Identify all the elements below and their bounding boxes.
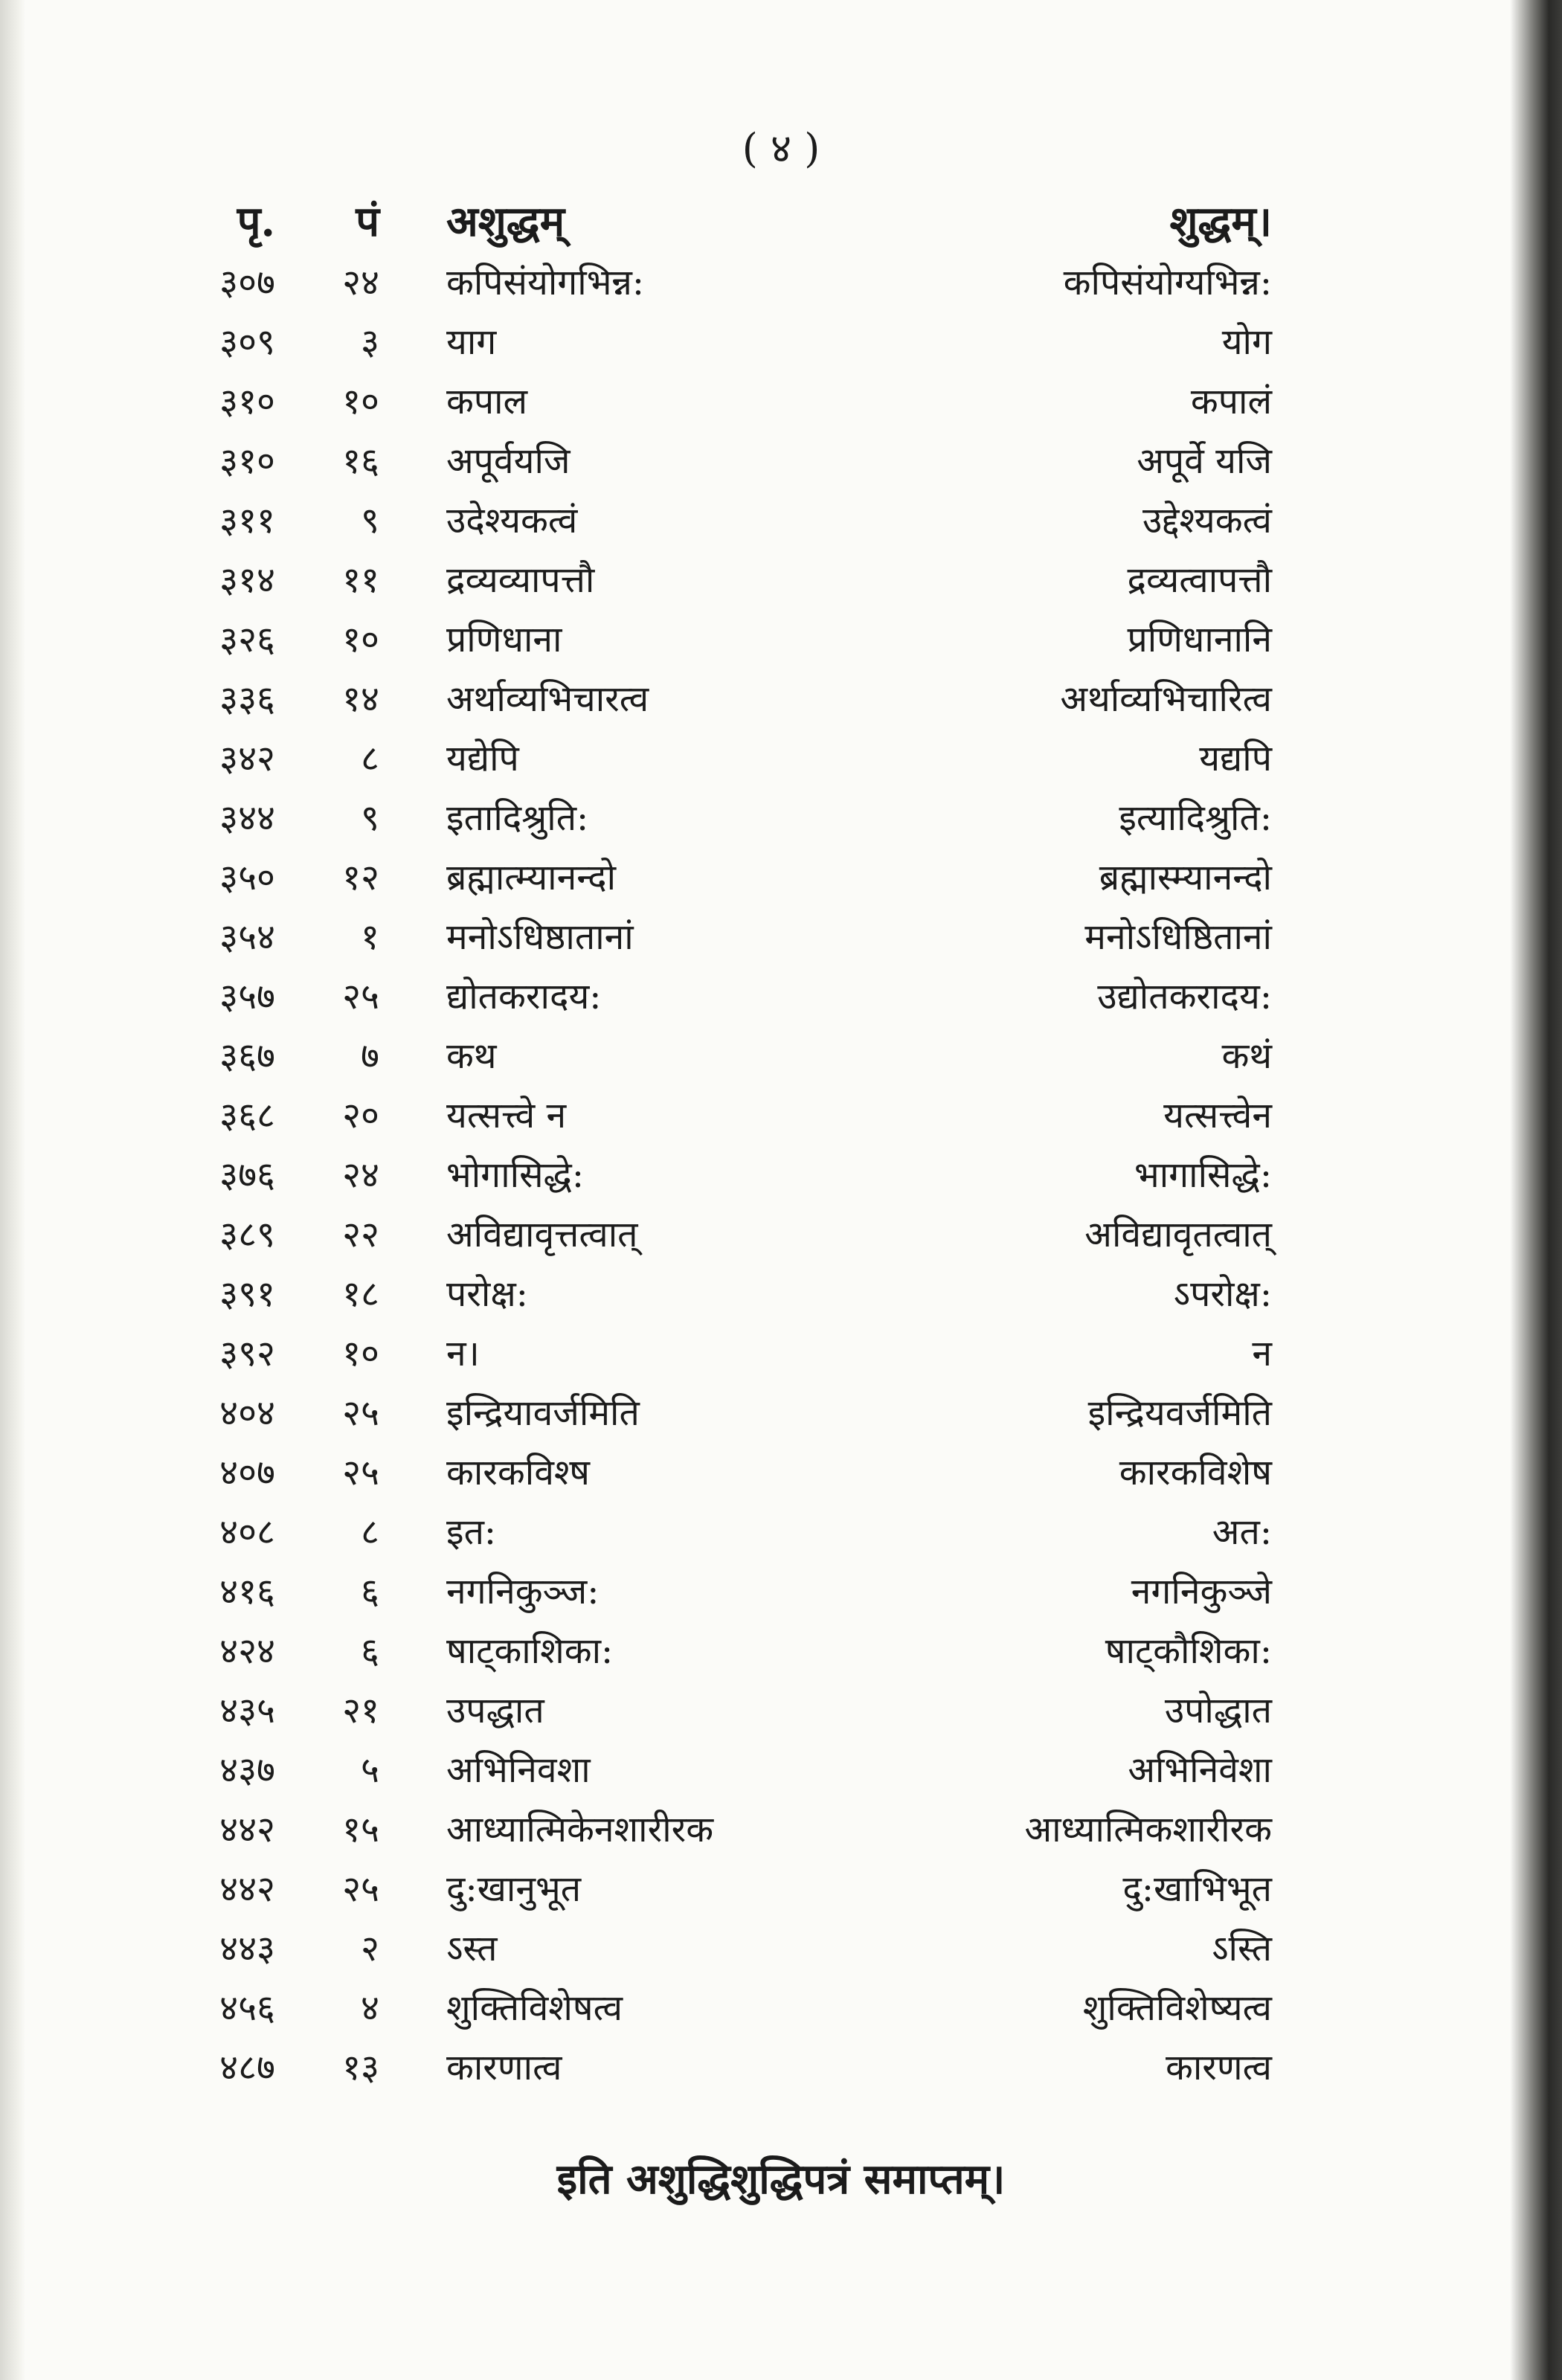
row-correct: यद्यपि <box>1199 738 1272 779</box>
row-line: १० <box>342 619 379 660</box>
row-incorrect: उपद्धात <box>446 1690 544 1731</box>
table-row <box>0 907 1562 967</box>
row-correct: अभिनिवेशा <box>1128 1749 1272 1791</box>
table-row <box>0 1621 1562 1681</box>
table-row <box>0 1264 1562 1324</box>
row-page: ४०८ <box>219 1511 275 1553</box>
row-incorrect: षाट्काशिका: <box>446 1630 614 1672</box>
row-page: ४३५ <box>219 1690 275 1731</box>
table-row <box>0 1145 1562 1205</box>
row-page: ३२६ <box>219 619 275 660</box>
row-page: ४२४ <box>219 1630 275 1672</box>
row-incorrect: द्रव्यव्यापत्तौ <box>446 559 595 601</box>
row-page: ३९२ <box>219 1333 275 1374</box>
row-line: २४ <box>342 262 379 303</box>
row-line: ७ <box>361 1035 379 1077</box>
row-incorrect: परोक्ष: <box>446 1273 528 1315</box>
table-row <box>0 1324 1562 1383</box>
row-correct: यत्सत्त्वेन <box>1163 1095 1272 1136</box>
row-correct: उद्देश्यकत्वं <box>1142 500 1272 541</box>
row-correct: षाट्कौशिका: <box>1105 1630 1272 1672</box>
row-page: ४४३ <box>219 1928 275 1969</box>
row-page: ३११ <box>219 500 275 541</box>
row-page: ३७६ <box>219 1154 275 1196</box>
row-page: ३३६ <box>219 678 275 720</box>
row-correct: अपूर्वे यजि <box>1137 440 1272 482</box>
row-incorrect: आध्यात्मिकेनशारीरक <box>446 1809 714 1850</box>
row-correct: उद्योतकरादय: <box>1097 976 1272 1017</box>
row-line: ६ <box>361 1571 379 1612</box>
row-page: ३०९ <box>219 321 275 363</box>
row-line: १२ <box>342 857 379 898</box>
errata-table-header <box>0 192 1562 251</box>
row-line: १६ <box>342 440 379 482</box>
row-correct: अत: <box>1212 1511 1272 1553</box>
row-incorrect: दु:खानुभूत <box>446 1868 582 1910</box>
row-line: १० <box>342 1333 379 1374</box>
row-correct: ऽपरोक्ष: <box>1173 1273 1272 1315</box>
table-row <box>0 1978 1562 2038</box>
row-correct: अविद्यावृतत्वात् <box>1084 1214 1272 1255</box>
row-line: २५ <box>342 1868 379 1910</box>
row-page: ४१६ <box>219 1571 275 1612</box>
row-correct: शुक्तिविशेष्यत्व <box>1082 1987 1272 2029</box>
table-row <box>0 253 1562 312</box>
row-line: ८ <box>361 1511 379 1553</box>
row-page: ४०४ <box>219 1392 275 1434</box>
row-correct: कपालं <box>1190 381 1272 422</box>
row-incorrect: मनोऽधिष्ठातानां <box>446 916 634 958</box>
table-row <box>0 1859 1562 1919</box>
row-line: १ <box>361 916 379 958</box>
row-incorrect: याग <box>446 321 497 363</box>
row-correct: इन्द्रियवर्जमिति <box>1087 1392 1272 1434</box>
row-page: ३४४ <box>219 797 275 839</box>
table-row <box>0 788 1562 848</box>
row-incorrect: नगनिकुञ्ज: <box>446 1571 600 1612</box>
row-incorrect: ब्रह्मात्म्यानन्दो <box>446 857 617 898</box>
row-line: २५ <box>342 976 379 1017</box>
table-row <box>0 848 1562 907</box>
row-line: ५ <box>361 1749 379 1791</box>
table-row <box>0 1086 1562 1145</box>
row-correct: प्रणिधानानि <box>1127 619 1272 660</box>
row-line: ८ <box>361 738 379 779</box>
table-row <box>0 729 1562 788</box>
row-page: ३५० <box>219 857 275 898</box>
row-page: ४४२ <box>219 1809 275 1850</box>
page-number: ( ४ ) <box>742 125 820 172</box>
row-incorrect: अर्थाव्यभिचारत्व <box>446 678 649 720</box>
row-page: ३५४ <box>219 916 275 958</box>
row-page: ४४२ <box>219 1868 275 1910</box>
row-page: ३६८ <box>219 1095 275 1136</box>
row-line: ६ <box>361 1630 379 1672</box>
header-incorrect: अशुद्धम् <box>446 197 565 246</box>
row-incorrect: कपाल <box>446 381 528 422</box>
row-page: ३४२ <box>219 738 275 779</box>
table-row <box>0 550 1562 610</box>
row-correct: न <box>1252 1333 1272 1374</box>
row-line: १५ <box>342 1809 379 1850</box>
row-line: ४ <box>361 1987 379 2029</box>
row-incorrect: कथ <box>446 1035 497 1077</box>
row-page: ३१० <box>219 440 275 482</box>
row-incorrect: प्रणिधाना <box>446 619 562 660</box>
row-incorrect: अभिनिवशा <box>446 1749 591 1791</box>
row-correct: कारकविशेष <box>1119 1452 1272 1493</box>
header-line: पं <box>356 197 379 246</box>
table-row <box>0 610 1562 669</box>
row-correct: भागासिद्धे: <box>1134 1154 1272 1196</box>
row-correct: कपिसंयोग्यभिन्न: <box>1063 262 1272 303</box>
row-incorrect: ऽस्त <box>446 1928 498 1969</box>
table-row <box>0 1502 1562 1562</box>
table-row <box>0 669 1562 729</box>
table-row <box>0 1681 1562 1740</box>
row-page: ३१० <box>219 381 275 422</box>
header-page: पृ. <box>237 197 275 246</box>
row-correct: आध्यात्मिकशारीरक <box>1024 1809 1272 1850</box>
row-line: १० <box>342 381 379 422</box>
row-incorrect: कारणात्व <box>446 2047 562 2088</box>
row-line: ९ <box>361 500 379 541</box>
row-correct: ब्रह्मास्म्यानन्दो <box>1099 857 1272 898</box>
row-page: ३९१ <box>219 1273 275 1315</box>
closing-line: इति अशुद्धिशुद्धिपत्रं समाप्तम्। <box>556 2155 1006 2204</box>
table-row <box>0 2038 1562 2097</box>
row-line: २ <box>361 1928 379 1969</box>
row-correct: कारणत्व <box>1165 2047 1272 2088</box>
row-page: ४०७ <box>219 1452 275 1493</box>
row-incorrect: न। <box>446 1333 480 1374</box>
row-incorrect: अविद्यावृत्तत्वात् <box>446 1214 638 1255</box>
row-page: ३५७ <box>219 976 275 1017</box>
row-incorrect: द्योतकरादय: <box>446 976 602 1017</box>
row-incorrect: यत्सत्त्वे न <box>446 1095 567 1136</box>
table-row <box>0 1383 1562 1443</box>
table-row <box>0 1205 1562 1264</box>
row-page: ३०७ <box>219 262 275 303</box>
table-row <box>0 1562 1562 1621</box>
table-row <box>0 1026 1562 1086</box>
row-line: २१ <box>342 1690 379 1731</box>
row-page: ३६७ <box>219 1035 275 1077</box>
row-page: ४८७ <box>219 2047 275 2088</box>
row-incorrect: उदेश्यकत्वं <box>446 500 578 541</box>
row-line: १३ <box>342 2047 379 2088</box>
row-line: ९ <box>361 797 379 839</box>
row-correct: योग <box>1221 321 1272 363</box>
row-correct: मनोऽधिष्ठितानां <box>1084 916 1272 958</box>
row-incorrect: भोगासिद्धे: <box>446 1154 585 1196</box>
row-incorrect: इतादिश्रुति: <box>446 797 589 839</box>
row-line: २५ <box>342 1392 379 1434</box>
table-row <box>0 1740 1562 1800</box>
table-row <box>0 1800 1562 1859</box>
row-correct: कथं <box>1221 1035 1272 1077</box>
row-incorrect: कपिसंयोगभिन्न: <box>446 262 645 303</box>
row-correct: अर्थाव्यभिचारित्व <box>1060 678 1272 720</box>
table-row <box>0 1443 1562 1502</box>
row-correct: द्रव्यत्वापत्तौ <box>1127 559 1272 601</box>
row-line: २२ <box>342 1214 379 1255</box>
table-row <box>0 312 1562 372</box>
row-incorrect: इत: <box>446 1511 497 1553</box>
row-incorrect: कारकविश्ष <box>446 1452 591 1493</box>
row-incorrect: शुक्तिविशेषत्व <box>446 1987 623 2029</box>
row-page: ३८९ <box>219 1214 275 1255</box>
table-row <box>0 1919 1562 1978</box>
row-line: ३ <box>361 321 379 363</box>
row-line: २० <box>342 1095 379 1136</box>
row-line: २५ <box>342 1452 379 1493</box>
row-incorrect: अपूर्वयजि <box>446 440 571 482</box>
row-incorrect: इन्द्रियावर्जमिति <box>446 1392 640 1434</box>
table-row <box>0 372 1562 431</box>
header-correct: शुद्धम्। <box>1169 197 1272 246</box>
row-page: ४५६ <box>219 1987 275 2029</box>
row-correct: इत्यादिश्रुति: <box>1119 797 1272 839</box>
row-page: ३१४ <box>219 559 275 601</box>
row-correct: दु:खाभिभूत <box>1122 1868 1272 1910</box>
row-correct: उपोद्धात <box>1164 1690 1272 1731</box>
row-correct: ऽस्ति <box>1212 1928 1272 1969</box>
row-line: १४ <box>342 678 379 720</box>
row-line: ११ <box>342 559 379 601</box>
row-incorrect: यद्येपि <box>446 738 519 779</box>
table-row <box>0 967 1562 1026</box>
row-line: २४ <box>342 1154 379 1196</box>
table-row <box>0 491 1562 550</box>
row-correct: नगनिकुञ्जे <box>1131 1571 1272 1612</box>
row-line: १८ <box>342 1273 379 1315</box>
table-row <box>0 431 1562 491</box>
row-page: ४३७ <box>219 1749 275 1791</box>
